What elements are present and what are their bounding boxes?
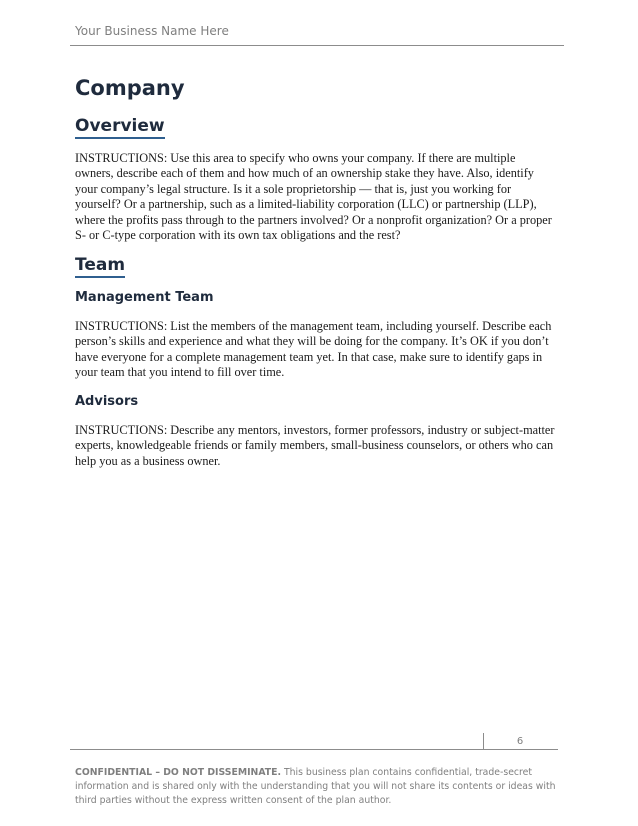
heading-management-team: Management Team [75,290,214,305]
text-line: INSTRUCTIONS: Use this area to specify who owns your company. If there are multiple [75,151,516,165]
text-line: where the profits pass through to the partners involved? Or a nonprofit organization? Or a proper [75,212,552,227]
header-business-name: Your Business Name Here [75,24,229,38]
text-line: person’s skills and experience and what they will be doing for the company. It’s OK if you don’t [75,334,549,349]
text-line: experts, knowledgeable friends or family members, small-business counselors, or others who can [75,438,554,453]
text-line: your team that you intend to fill over time. [75,365,285,380]
confidentiality-notice [75,766,570,808]
text-line: owners, describe each of them and how much of an ownership stake they have. Also, identify [75,166,534,181]
heading-team: Team [75,255,125,278]
section-title-company: Company [75,76,185,100]
footer-line: third parties without the express written consent of the plan author. [75,795,392,806]
footer-line [75,766,570,780]
text-line: S- or C-type corporation with its own tax obligations and the rest? [75,228,401,243]
text-line: your company’s legal structure. Is it a sole proprietorship — that is, just you working for [75,181,512,196]
text-line: INSTRUCTIONS: List the members of the management team, including yourself. Describe each [75,319,552,333]
confidential-label: CONFIDENTIAL – DO NOT DISSEMINATE. [75,767,282,778]
text-line: INSTRUCTIONS: Describe any mentors, investors, former professors, industry or subject-matter [75,423,555,437]
heading-overview: Overview [75,116,165,139]
text-line: yourself? Or a partnership, such as a limited-liability corporation (LLC) or partnership (LLP), [75,197,537,212]
heading-advisors: Advisors [75,394,139,409]
page-number: 6 [516,736,524,747]
overview-instructions [75,151,565,243]
footer-line: information and is shared only with the understanding that you will not share its contents or ideas with [75,781,556,792]
footer-divider [70,749,558,750]
text-line: have everyone for a complete management team yet. In that case, make sure to identify gaps in [75,349,543,364]
management-instructions [75,319,565,381]
header-divider [70,45,564,46]
advisors-instructions [75,423,565,469]
text-line: help you as a business owner. [75,453,221,468]
footer-line-text: This business plan contains confidential, trade-secret [281,767,533,778]
